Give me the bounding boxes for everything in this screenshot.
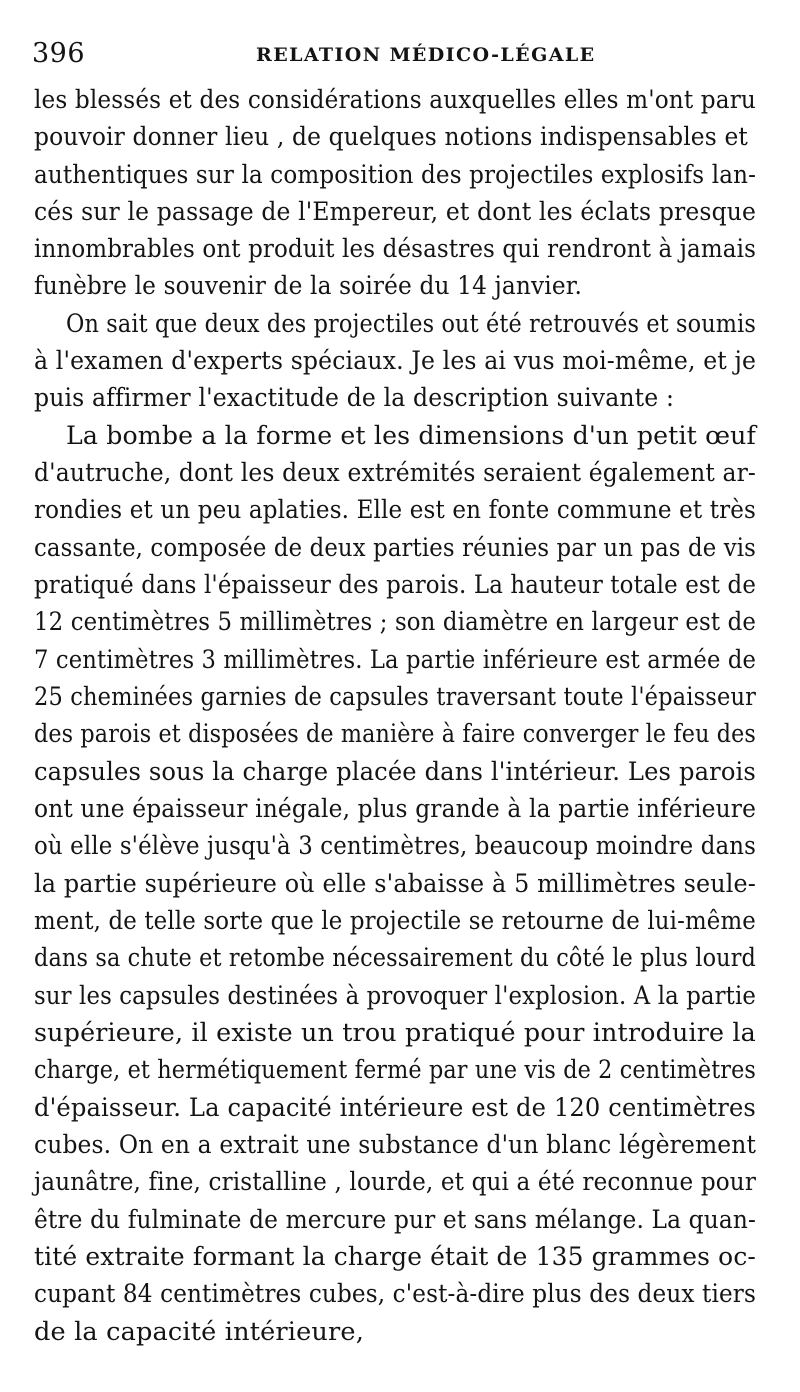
- text-line: des parois et disposées de manière à faire converger le feu des: [34, 719, 756, 748]
- text-line: les blessés et des considérations auxquelles elles m'ont paru: [34, 85, 756, 114]
- page-header: [32, 38, 762, 78]
- text-line: dans sa chute et retombe nécessairement du côté le plus lourd: [34, 943, 757, 972]
- text-line: 7 centimètres 3 millimètres. La partie inférieure est armée de: [34, 645, 757, 674]
- text-line: capsules sous la charge placée dans l'intérieur. Les parois: [34, 757, 756, 786]
- text-line: cupant 84 centimètres cubes, c'est-à-dire plus des deux tiers: [34, 1279, 756, 1308]
- text-line: ont une épaisseur inégale, plus grande à la partie inférieure: [34, 794, 757, 823]
- text-line: pratiqué dans l'épaisseur des parois. La hauteur totale est de: [34, 570, 757, 599]
- text-line: cubes. On en a extrait une substance d'un blanc légèrement: [34, 1130, 757, 1159]
- text-line: funèbre le souvenir de la soirée du 14 janvier.: [34, 271, 582, 300]
- text-line: innombrables ont produit les désastres qui rendront à jamais: [34, 234, 757, 263]
- text-line: la partie supérieure où elle s'abaisse à 5 millimètres seule-: [34, 869, 756, 898]
- page-number: 396: [32, 38, 86, 69]
- text-line: sur les capsules destinées à provoquer l'explosion. A la partie: [34, 981, 757, 1010]
- text-line: puis affirmer l'exactitude de la description suivante :: [34, 383, 675, 412]
- text-line: de la capacité intérieure,: [34, 1317, 364, 1346]
- text-line: être du fulminate de mercure pur et sans mélange. La quan-: [34, 1205, 756, 1234]
- text-line: supérieure, il existe un trou pratiqué pour introduire la: [34, 1018, 756, 1047]
- text-line: tité extraite formant la charge était de 135 grammes oc-: [34, 1242, 756, 1271]
- text-line: authentiques sur la composition des projectiles explosifs lan-: [34, 160, 757, 189]
- text-line: ment, de telle sorte que le projectile se retourne de lui-même: [34, 906, 756, 935]
- text-line: où elle s'élève jusqu'à 3 centimètres, beaucoup moindre dans: [34, 831, 756, 860]
- text-line: d'épaisseur. La capacité intérieure est de 120 centimètres: [34, 1093, 756, 1122]
- running-title: RELATION MÉDICO-LÉGALE: [256, 44, 596, 66]
- text-line: charge, et hermétiquement fermé par une vis de 2 centimètres: [34, 1055, 757, 1084]
- text-line: 25 cheminées garnies de capsules traversant toute l'épaisseur: [34, 682, 756, 711]
- text-line: à l'examen d'experts spéciaux. Je les ai vus moi-même, et je: [34, 346, 757, 375]
- text-line: cassante, composée de deux parties réunies par un pas de vis: [34, 533, 756, 562]
- text-line: d'autruche, dont les deux extrémités seraient également ar-: [34, 458, 756, 487]
- text-line: pouvoir donner lieu , de quelques notions indispensables et: [34, 122, 748, 151]
- text-line: rondies et un peu aplaties. Elle est en fonte commune et très: [34, 495, 757, 524]
- text-line: 12 centimètres 5 millimètres ; son diamètre en largeur est de: [34, 607, 757, 636]
- text-line: jaunâtre, fine, cristalline , lourde, et qui a été reconnue pour: [34, 1167, 757, 1196]
- text-line: On sait que deux des projectiles out été retrouvés et soumis: [66, 309, 757, 338]
- text-line: cés sur le passage de l'Empereur, et dont les éclats presque: [34, 197, 757, 226]
- text-line: La bombe a la forme et les dimensions d'un petit œuf: [66, 421, 757, 450]
